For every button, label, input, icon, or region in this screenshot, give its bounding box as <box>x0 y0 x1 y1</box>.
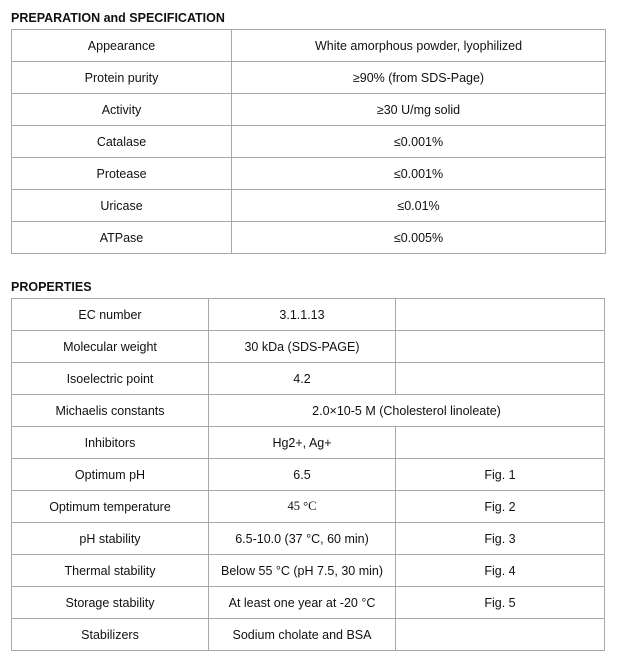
appearance-value: White amorphous powder, lyophilized <box>232 30 606 62</box>
stabilizers-label: Stabilizers <box>12 619 209 651</box>
atpase-value: ≤0.005% <box>232 222 606 254</box>
storage-stability-value: At least one year at -20 °C <box>209 587 396 619</box>
ec-number-value: 3.1.1.13 <box>209 299 396 331</box>
protein-purity-value: ≥90% (from SDS-Page) <box>232 62 606 94</box>
optimum-ph-value: 6.5 <box>209 459 396 491</box>
isoelectric-point-ref <box>396 363 605 395</box>
inhibitors-value: Hg2+, Ag+ <box>209 427 396 459</box>
properties-heading: PROPERTIES <box>11 280 92 294</box>
table-row <box>12 299 605 331</box>
optimum-temperature-value: 45 °C <box>209 491 396 523</box>
ec-number-label: EC number <box>12 299 209 331</box>
table-row <box>12 94 606 126</box>
table-row <box>12 158 606 190</box>
michaelis-constants-value: 2.0×10-5 M (Cholesterol linoleate) <box>209 395 605 427</box>
table-row <box>12 555 605 587</box>
optimum-ph-label: Optimum pH <box>12 459 209 491</box>
storage-stability-label: Storage stability <box>12 587 209 619</box>
catalase-label: Catalase <box>12 126 232 158</box>
thermal-stability-label: Thermal stability <box>12 555 209 587</box>
table-row <box>12 427 605 459</box>
protease-value: ≤0.001% <box>232 158 606 190</box>
optimum-ph-ref: Fig. 1 <box>396 459 605 491</box>
thermal-stability-value: Below 55 °C (pH 7.5, 30 min) <box>209 555 396 587</box>
table-row <box>12 459 605 491</box>
table-row <box>12 587 605 619</box>
table-row <box>12 222 606 254</box>
appearance-label: Appearance <box>12 30 232 62</box>
molecular-weight-value: 30 kDa (SDS-PAGE) <box>209 331 396 363</box>
preparation-table <box>11 29 606 254</box>
protein-purity-label: Protein purity <box>12 62 232 94</box>
inhibitors-ref <box>396 427 605 459</box>
ph-stability-label: pH stability <box>12 523 209 555</box>
uricase-value: ≤0.01% <box>232 190 606 222</box>
table-row <box>12 363 605 395</box>
uricase-label: Uricase <box>12 190 232 222</box>
stabilizers-value: Sodium cholate and BSA <box>209 619 396 651</box>
stabilizers-ref <box>396 619 605 651</box>
table-row <box>12 395 605 427</box>
isoelectric-point-label: Isoelectric point <box>12 363 209 395</box>
ec-number-ref <box>396 299 605 331</box>
michaelis-constants-label: Michaelis constants <box>12 395 209 427</box>
table-row <box>12 491 605 523</box>
table-row <box>12 30 606 62</box>
atpase-label: ATPase <box>12 222 232 254</box>
thermal-stability-ref: Fig. 4 <box>396 555 605 587</box>
table-row <box>12 62 606 94</box>
ph-stability-value: 6.5-10.0 (37 °C, 60 min) <box>209 523 396 555</box>
optimum-temperature-label: Optimum temperature <box>12 491 209 523</box>
properties-table <box>11 298 605 651</box>
catalase-value: ≤0.001% <box>232 126 606 158</box>
inhibitors-label: Inhibitors <box>12 427 209 459</box>
molecular-weight-label: Molecular weight <box>12 331 209 363</box>
protease-label: Protease <box>12 158 232 190</box>
table-row <box>12 190 606 222</box>
activity-value: ≥30 U/mg solid <box>232 94 606 126</box>
table-row <box>12 619 605 651</box>
table-row <box>12 331 605 363</box>
storage-stability-ref: Fig. 5 <box>396 587 605 619</box>
table-row <box>12 126 606 158</box>
activity-label: Activity <box>12 94 232 126</box>
molecular-weight-ref <box>396 331 605 363</box>
preparation-heading: PREPARATION and SPECIFICATION <box>11 11 225 25</box>
ph-stability-ref: Fig. 3 <box>396 523 605 555</box>
table-row <box>12 523 605 555</box>
optimum-temperature-ref: Fig. 2 <box>396 491 605 523</box>
isoelectric-point-value: 4.2 <box>209 363 396 395</box>
